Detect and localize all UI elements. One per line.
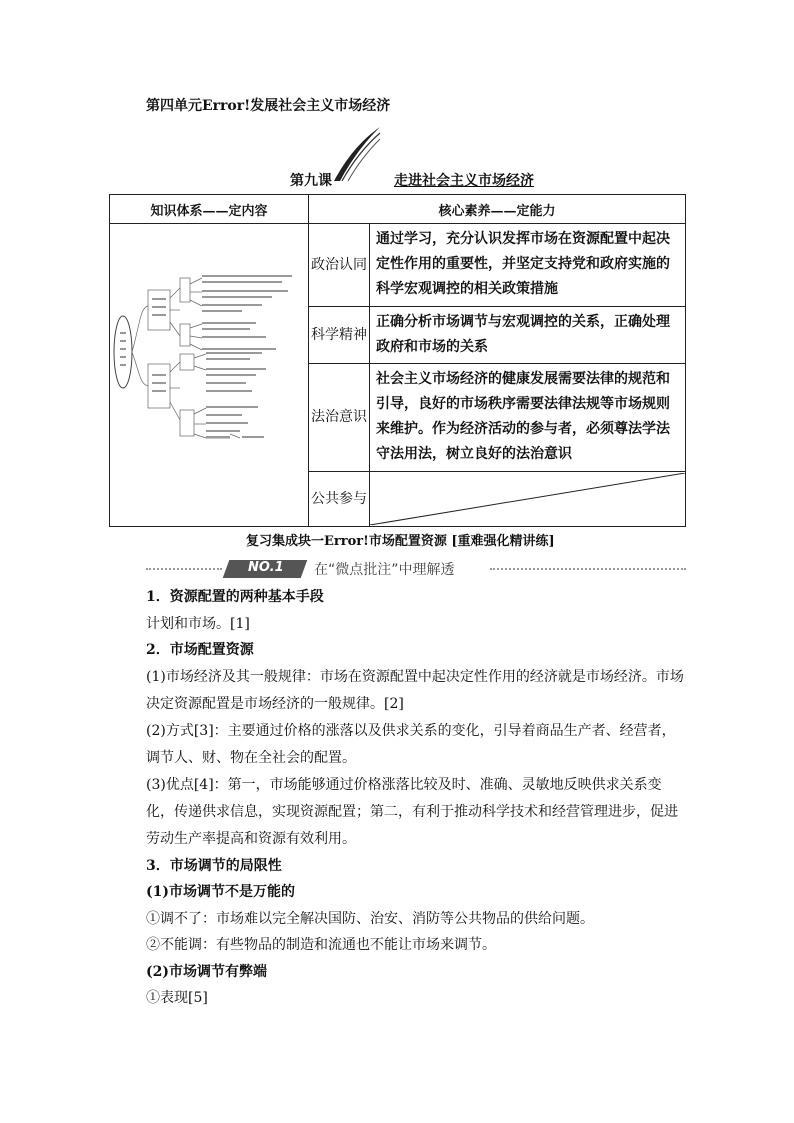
swoosh-decoration-icon [332, 125, 382, 183]
row-text-public [370, 472, 686, 527]
row-label-political: 政治认同 [309, 224, 370, 307]
content-heading: (2)市场调节有弊端 [146, 963, 267, 980]
row-label-science: 科学精神 [309, 306, 370, 363]
header-knowledge: 知识体系——定内容 [110, 195, 309, 224]
content-paragraph: ①表现[5] [146, 990, 208, 1006]
content-paragraph: ①调不了：市场难以完全解决国防、治安、消防等公共物品的供给问题。 [146, 910, 594, 927]
unit-title: 第四单元Error!发展社会主义市场经济 [146, 98, 391, 114]
content-paragraph: (1)市场经济及其一般规律：市场在资源配置中起决定性作用的经济就是市场经济。市场决定资源配置是市场经济的一般规律。[2] [146, 668, 684, 712]
content-paragraph: (2)方式[3]：主要通过价格的涨落以及供求关系的变化，引导着商品生产者、经营者，调节人、财、物在全社会的配置。 [146, 722, 676, 766]
banner-text: 在“微点批注”中理解透 [314, 562, 455, 578]
lesson-number: 第九课 [290, 173, 332, 189]
row-label-law: 法治意识 [309, 363, 370, 472]
row-label-public: 公共参与 [309, 472, 370, 527]
row-text-science: 正确分析市场调节与宏观调控的关系，正确处理政府和市场的关系 [370, 306, 686, 363]
content-heading: 2．市场配置资源 [146, 642, 254, 658]
content-paragraph: ②不能调：有些物品的制造和流通也不能让市场来调节。 [146, 937, 496, 953]
competency-table [109, 194, 686, 527]
review-block-title: 复习集成块一Error!市场配置资源 [重难强化精讲练] [246, 534, 555, 549]
row-text-law: 社会主义市场经济的健康发展需要法律的规范和引导，良好的市场秩序需要法律法规等市场规则来维护。作为经济活动的参与者，必须尊法学法守法用法，树立良好的法治意识 [370, 363, 686, 472]
content-paragraph: (3)优点[4]：第一，市场能够通过价格涨落比较及时、准确、灵敏地反映供求关系变化，传递供求信息，实现资源配置；第二，有利于推动科学技术和经营管理进步，促进劳动生产率提高和资源有效利用。 [146, 776, 678, 847]
banner-tag: NO.1 [248, 560, 284, 575]
content-heading: 1．资源配置的两种基本手段 [146, 589, 324, 605]
knowledge-mindmap-image [110, 224, 306, 522]
lesson-title: 走进社会主义市场经济 [394, 173, 534, 189]
header-competency: 核心素养——定能力 [309, 195, 686, 224]
content-heading: 3．市场调节的局限性 [146, 857, 282, 874]
section-banner [146, 558, 686, 580]
content-body [146, 584, 686, 1012]
content-heading: (1)市场调节不是万能的 [146, 884, 295, 900]
row-text-political: 通过学习，充分认识发挥市场在资源配置中起决定性作用的重要性，并坚定支持党和政府实施的科学宏观调控的相关政策措施 [370, 224, 686, 307]
knowledge-map-cell [110, 224, 309, 527]
content-paragraph: 计划和市场。[1] [146, 615, 250, 632]
